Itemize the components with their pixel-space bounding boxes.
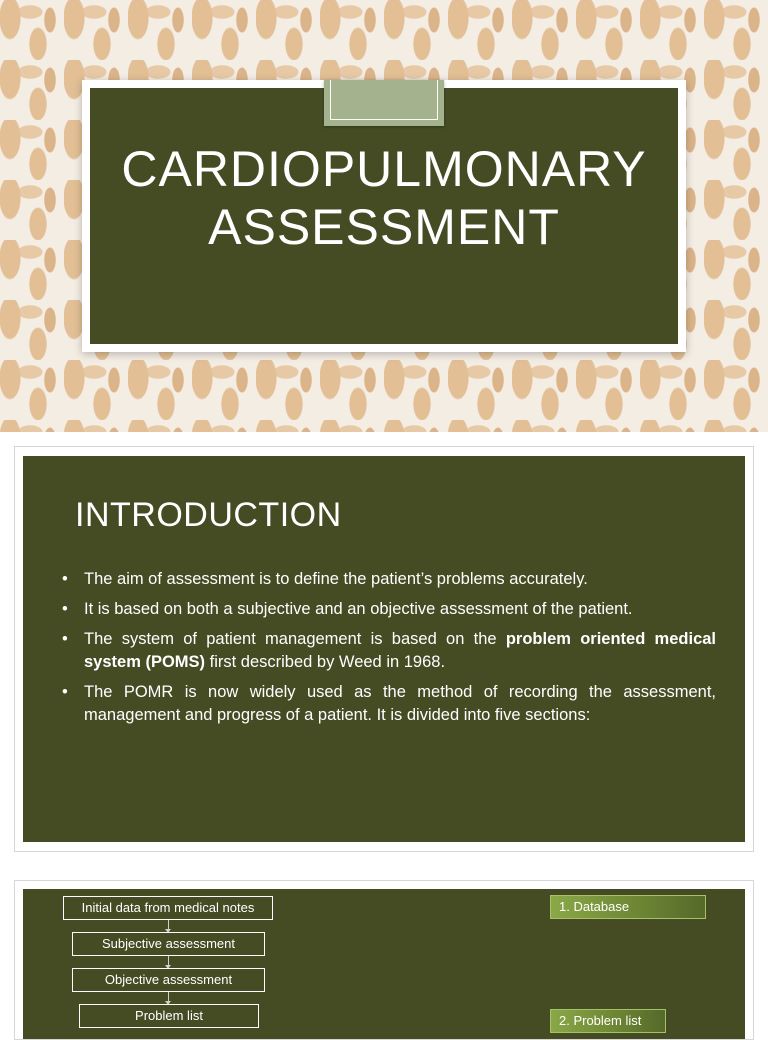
section-label-problem-list: 2. Problem list [550, 1009, 666, 1033]
title-slide[interactable] [0, 0, 768, 432]
bullet-text-post: first described by Weed in 1968. [205, 653, 446, 671]
flow-arrow-icon [168, 920, 169, 930]
flow-step-initial-data: Initial data from medical notes [63, 896, 273, 920]
flow-step-problem-list: Problem list [79, 1004, 259, 1028]
flow-arrow-icon [168, 992, 169, 1002]
section-label-database: 1. Database [550, 895, 706, 919]
flow-step-objective: Objective assessment [72, 968, 265, 992]
flow-step-subjective: Subjective assessment [72, 932, 265, 956]
bullet-icon: • [62, 683, 68, 701]
bullet-item [60, 568, 716, 591]
bullet-text: The aim of assessment is to define the patient’s problems accurately. [84, 570, 588, 588]
bullet-text: The POMR is now widely used as the method of recording the assessment, management and progress of a patient. It is divided into five sections: [84, 683, 716, 724]
flowchart-slide-content [23, 889, 745, 1039]
slide-heading: INTRODUCTION [75, 496, 342, 534]
bullet-item [60, 628, 716, 674]
bullet-text: It is based on both a subjective and an objective assessment of the patient. [84, 600, 633, 618]
bullet-icon: • [62, 570, 68, 588]
title-panel-inner [90, 88, 678, 344]
bullet-icon: • [62, 600, 68, 618]
title-decorative-tab [324, 80, 444, 126]
bullet-item [60, 681, 716, 727]
bullet-list [60, 568, 716, 734]
introduction-slide-content [23, 456, 745, 842]
bullet-text-pre: The system of patient management is based on the [84, 630, 506, 648]
bullet-text-bold: problem oriented medical system (POMS) [84, 630, 717, 671]
presentation-title: CARDIOPULMONARY ASSESSMENT [121, 141, 647, 255]
introduction-slide[interactable] [14, 446, 754, 852]
flowchart-slide[interactable] [14, 880, 754, 1040]
bullet-icon: • [62, 630, 68, 648]
bullet-item [60, 598, 716, 621]
flow-arrow-icon [168, 956, 169, 966]
